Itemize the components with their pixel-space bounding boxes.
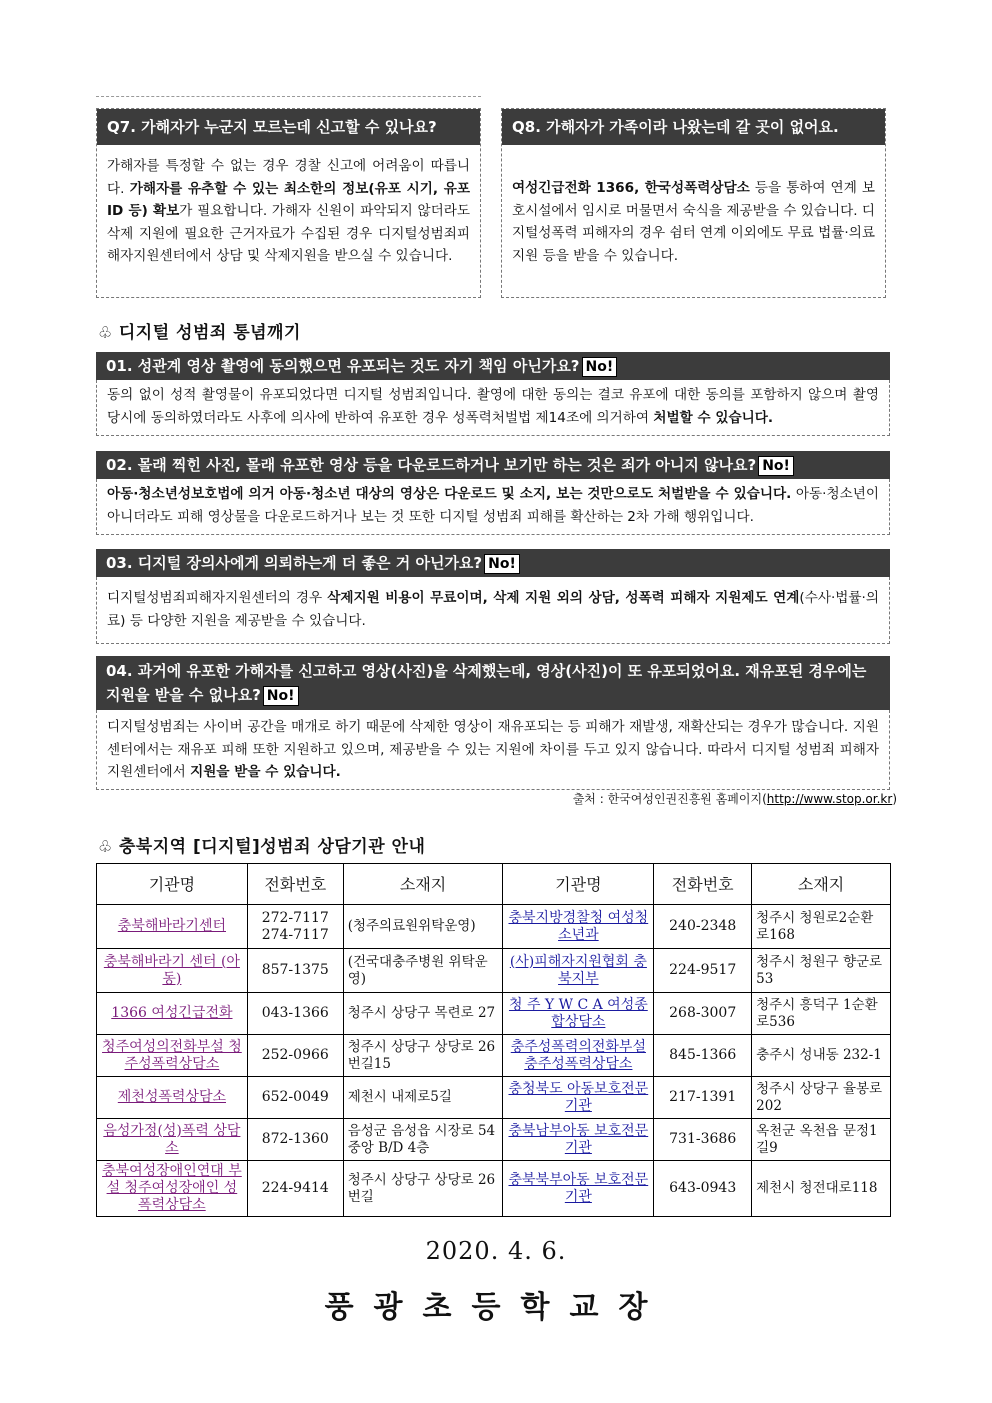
phone-number-text: 857-1375 [261, 962, 329, 978]
agency-name-text: (사)피해자지원협회 충북지부 [509, 953, 647, 987]
agency-name-text: 충북여성장애인연대 부설 청주여성장애인 성폭력상담소 [102, 1163, 242, 1213]
agency-name[interactable] [97, 1161, 248, 1217]
agency-table [96, 863, 891, 1217]
agency-name-text: 1366 여성긴급전화 [111, 1005, 233, 1021]
myth-03-body [96, 577, 890, 644]
phone-number-text: 252-0966 [261, 1047, 329, 1063]
myth-03-body-text-2: (수사·법률·의료) 등 다양한 지원을 제공받을 수 있습니다. [107, 590, 879, 629]
phone-number-text: 217-1391 [669, 1089, 737, 1105]
agency-name[interactable] [503, 1035, 654, 1077]
address [343, 1077, 503, 1119]
myth-02-title [96, 451, 890, 479]
header-agency: 기관명 [503, 864, 654, 905]
address-text: 청주시 상당구 상당로 26번길 [347, 1171, 496, 1205]
phone-number [654, 1035, 752, 1077]
table-row [97, 1119, 891, 1161]
phone-number [247, 949, 343, 993]
table-row [97, 993, 891, 1035]
section-agencies-title-text: 충북지역 [디지털]성범죄 상담기관 안내 [118, 837, 426, 857]
address-text: 옥천군 옥천읍 문정1길9 [756, 1122, 878, 1156]
q8-body [502, 145, 885, 273]
myth-03-title [96, 549, 890, 577]
phone-number-text: 043-1366 [261, 1005, 329, 1021]
no-badge: No! [583, 358, 617, 376]
section-myths-title-text: 디지털 성범죄 통념깨기 [118, 323, 301, 343]
phone-number-text: 731-3686 [669, 1131, 737, 1147]
agency-name[interactable] [97, 905, 248, 949]
address [343, 1035, 503, 1077]
agency-name-text: 충북북부아동 보호전문기관 [508, 1171, 649, 1205]
phone-number-text: 643-0943 [669, 1180, 737, 1196]
table-row [97, 905, 891, 949]
agency-name-text: 충북남부아동 보호전문기관 [508, 1122, 649, 1156]
address-text: 충주시 성내동 232-1 [756, 1047, 882, 1063]
phone-number [654, 949, 752, 993]
q7-title: Q7. 가해자가 누군지 모르는데 신고할 수 있나요? [97, 109, 480, 145]
address [343, 1119, 503, 1161]
header-agency: 기관명 [97, 864, 248, 905]
agency-name-text: 충북해바라기 센터 (아동) [103, 953, 240, 987]
phone-number-text: 268-3007 [669, 1005, 737, 1021]
phone-number [654, 993, 752, 1035]
phone-number [247, 1161, 343, 1217]
myth-04-body [96, 710, 890, 790]
section-myths-title [98, 318, 301, 343]
phone-number-text: 224-9414 [261, 1180, 329, 1196]
myth-04-title-text: 04. 과거에 유포한 가해자를 신고하고 영상(사진)을 삭제했는데, 영상(사진)이 또 유포되었어요. 재유포된 경우에는 지원을 받을 수 없나요? [106, 662, 867, 704]
myth-04-body-bold: 지원을 받을 수 있습니다. [190, 764, 341, 781]
header-phone: 전화번호 [247, 864, 343, 905]
agency-name[interactable] [97, 1077, 248, 1119]
source-note [573, 790, 897, 807]
agency-name[interactable] [97, 949, 248, 993]
table-row [97, 1161, 891, 1217]
header-address: 소재지 [343, 864, 503, 905]
address [752, 949, 891, 993]
address-text: 제천시 청전대로118 [756, 1180, 878, 1196]
myth-02-body [96, 479, 890, 535]
address [343, 1161, 503, 1217]
address [752, 905, 891, 949]
address-text: 청주시 청원구 향군로53 [756, 953, 883, 987]
address [343, 949, 503, 993]
address-text: 제천시 내제로5길 [347, 1089, 452, 1105]
myth-04-body-text: 디지털성범죄는 사이버 공간을 매개로 하기 때문에 삭제한 영상이 재유포되는 등 피해가 재발생, 재확산되는 경우가 많습니다. 지원센터에서는 재유포 피해 또한 지원하고 있으며, 제공받을 수 있는 지원에 차이를 두고 있지 않습니다. 따라서 디지털 성범죄 피해자 지원센터에서 [107, 719, 879, 781]
phone-number [654, 1119, 752, 1161]
agency-name[interactable] [97, 1035, 248, 1077]
no-badge: No! [759, 457, 793, 475]
address-text: (청주의료원위탁운영) [347, 918, 476, 934]
phone-number [247, 1077, 343, 1119]
agency-name[interactable] [503, 949, 654, 993]
agency-name-text: 청 주 Y W C A 여성종합상담소 [508, 996, 648, 1030]
q7-body [97, 145, 480, 274]
source-label: 출처 : 한국여성인권진흥원 홈페이지( [572, 792, 767, 806]
table-header-row [97, 864, 891, 905]
myth-01-title [96, 352, 890, 380]
myth-01-body-bold: 처벌할 수 있습니다. [653, 409, 774, 426]
q8-body-bold: 여성긴급전화 1366, 한국성폭력상담소 [512, 180, 750, 196]
address-text: (건국대충주병원 위탁운영) [347, 953, 488, 987]
agency-name-text: 충청북도 아동보호전문기관 [508, 1080, 649, 1114]
agency-name-text: 음성가정(성)폭력 상담소 [103, 1122, 241, 1156]
header-address: 소재지 [752, 864, 891, 905]
section-agencies-title [98, 832, 425, 857]
phone-number [654, 1077, 752, 1119]
no-badge: No! [264, 687, 298, 705]
phone-number [247, 993, 343, 1035]
myth-02-title-text: 02. 몰래 찍힌 사진, 몰래 유포한 영상 등을 다운로드하거나 보기만 하는 것은 죄가 아니지 않나요? [106, 456, 757, 474]
myth-04-title [96, 656, 890, 710]
source-link[interactable]: http://www.stop.or.kr [766, 792, 893, 806]
phone-number [247, 905, 343, 949]
phone-number-text: 652-0049 [261, 1089, 329, 1105]
phone-number [247, 1035, 343, 1077]
q7-body-bold: 가해자를 유추할 수 있는 최소한의 정보(유포 시기, 유포 ID 등) 확보 [107, 180, 470, 220]
table-row [97, 1035, 891, 1077]
phone-number [247, 1119, 343, 1161]
myth-01-title-text: 01. 성관계 영상 촬영에 동의했으면 유포되는 것도 자기 책임 아닌가요? [106, 357, 580, 375]
agency-name[interactable] [503, 1119, 654, 1161]
address [343, 905, 503, 949]
phone-number-text: 845-1366 [669, 1047, 737, 1063]
address-text: 청주시 상당구 목련로 27 [347, 1005, 496, 1021]
q7-body-text-2: 가 필요합니다. 가해자 신원이 파악되지 않더라도 삭제 지원에 필요한 근거자료가 수집된 경우 디지털성범죄피해자지원센터에서 상담 및 삭제지원을 받으실 수 있습니다. [107, 203, 470, 265]
address-text: 청주시 청원로2순환로168 [756, 909, 874, 943]
q7-body-text-1: 가해자를 특정할 수 없는 경우 경찰 신고에 어려움이 따릅니다. [107, 158, 470, 197]
address-text: 음성군 음성읍 시장로 54 중앙 B/D 4층 [347, 1122, 496, 1156]
agency-name[interactable] [503, 1077, 654, 1119]
myth-01-body [96, 380, 890, 436]
club-icon: ♧ [98, 323, 113, 342]
phone-number-text: 872-1360 [261, 1131, 329, 1147]
phone-number [654, 1161, 752, 1217]
myth-02-body-bold: 아동·청소년성보호법에 의거 아동·청소년 대상의 영상은 다운로드 및 소지, 보는 것만으로도 처벌받을 수 있습니다. [107, 486, 792, 502]
address [343, 993, 503, 1035]
document-date: 2020. 4. 6. [425, 1237, 567, 1265]
table-row [97, 1077, 891, 1119]
top-divider-left [96, 96, 481, 97]
agency-name-text: 청주여성의전화부설 청주성폭력상담소 [102, 1038, 242, 1072]
myth-02-body-text: 아동·청소년이 아니더라도 피해 영상물을 다운로드하거나 보는 것 또한 디지털 성범죄 피해를 확산하는 2차 가해 행위입니다. [107, 486, 879, 525]
address [752, 1161, 891, 1217]
address [752, 1077, 891, 1119]
agency-name[interactable] [503, 905, 654, 949]
address-text: 청주시 상당구 율봉로 202 [756, 1080, 883, 1114]
phone-number-text: 240-2348 [669, 918, 737, 934]
q8-body-text: 등을 통하여 연계 보호시설에서 임시로 머물면서 숙식을 제공받을 수 있습니다. 디지털성폭력 피해자의 경우 쉼터 연계 이외에도 무료 법률·의료지원 등을 받을 수 있습니다. [512, 180, 875, 264]
source-close: ) [892, 792, 897, 806]
myth-03-body-bold: 삭제지원 비용이 무료이며, 삭제 지원 외의 상담, 성폭력 피해자 지원제도 연계 [327, 590, 800, 606]
agency-name-text: 제천성폭력상담소 [117, 1089, 226, 1105]
address [752, 1035, 891, 1077]
school-name: 풍광초등학교장 [324, 1290, 668, 1325]
myth-03-body-text-1: 디지털성범죄피해자지원센터의 경우 [107, 590, 328, 606]
agency-name[interactable] [503, 993, 654, 1035]
myth-01-body-text: 동의 없이 성적 촬영물이 유포되었다면 디지털 성범죄입니다. 촬영에 대한 동의는 결코 유포에 대한 동의를 포함하지 않으며 촬영 당시에 동의하였더라도 사후에 의사에 반하여 유포한 경우 성폭력처벌법 제14조에 의거하여 [107, 387, 879, 426]
phone-number-text: 272-7117 274-7117 [261, 909, 329, 943]
no-badge: No! [485, 555, 519, 573]
address [752, 993, 891, 1035]
phone-number [654, 905, 752, 949]
table-row [97, 949, 891, 993]
q8-title: Q8. 가해자가 가족이라 나왔는데 갈 곳이 없어요. [502, 109, 885, 145]
q8-box [501, 108, 886, 298]
q7-box [96, 108, 481, 298]
myth-03-title-text: 03. 디지털 장의사에게 의뢰하는게 더 좋은 거 아닌가요? [106, 554, 483, 572]
agency-name[interactable] [97, 993, 248, 1035]
phone-number-text: 224-9517 [669, 962, 737, 978]
address [752, 1119, 891, 1161]
agency-name[interactable] [503, 1161, 654, 1217]
agency-name[interactable] [97, 1119, 248, 1161]
header-phone: 전화번호 [654, 864, 752, 905]
agency-name-text: 충북해바라기센터 [117, 918, 226, 934]
agency-name-text: 충주성폭력의전화부설 충주성폭력상담소 [510, 1038, 646, 1072]
agency-name-text: 충북지방경찰청 여성청소년과 [508, 909, 649, 943]
club-icon: ♧ [98, 837, 113, 856]
address-text: 청주시 상당구 상당로 26번길15 [347, 1038, 496, 1072]
address-text: 청주시 흥덕구 1순환로536 [756, 996, 878, 1030]
